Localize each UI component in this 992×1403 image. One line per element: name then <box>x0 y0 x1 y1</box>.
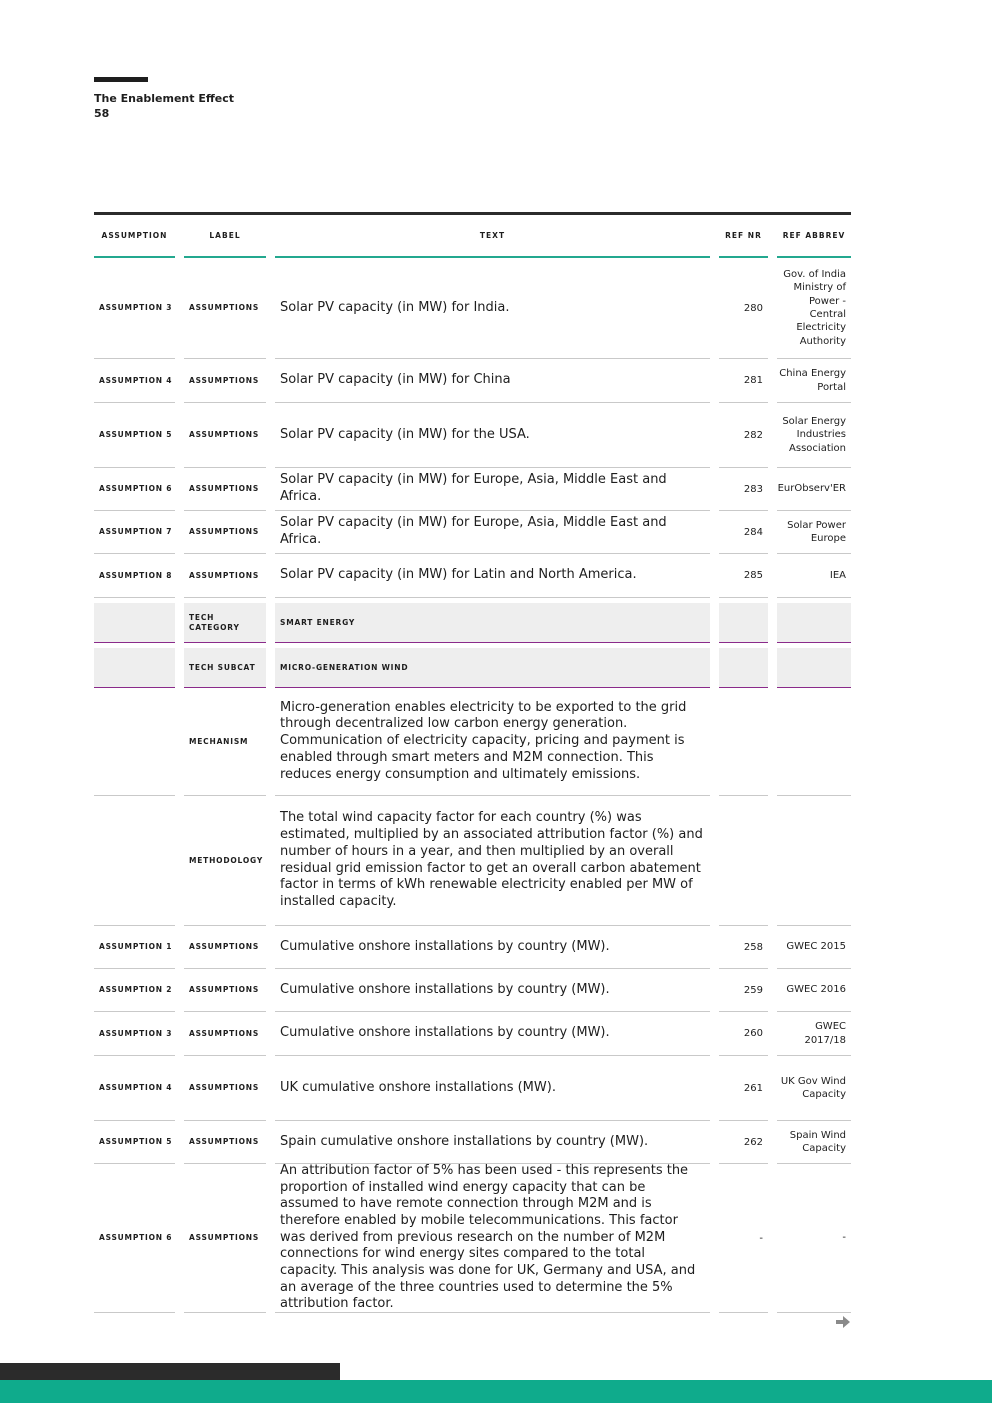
column-header-text: TEXT <box>275 215 710 258</box>
table-row <box>94 1164 851 1313</box>
text-cell: Spain cumulative onshore installations by country (MW). <box>275 1121 710 1164</box>
assumption-cell: ASSUMPTION 3 <box>94 1012 175 1056</box>
empty-cell <box>719 688 768 796</box>
assumption-cell: ASSUMPTION 4 <box>94 1056 175 1121</box>
assumptions-table <box>94 212 851 1313</box>
label-cell: ASSUMPTIONS <box>184 1164 266 1313</box>
table-row <box>94 511 851 554</box>
text-cell: Solar PV capacity (in MW) for Europe, Asia, Middle East and Africa. <box>275 468 710 511</box>
ref-abbrev-cell: Solar Energy Industries Association <box>777 403 851 468</box>
table-row <box>94 403 851 468</box>
text-cell: Solar PV capacity (in MW) for China <box>275 359 710 403</box>
footer-accent-bar <box>0 1380 992 1403</box>
ref-abbrev-cell: China Energy Portal <box>777 359 851 403</box>
column-header-ref-nr: REF NR <box>719 215 768 258</box>
table-row <box>94 926 851 969</box>
methodology-text: The total wind capacity factor for each country (%) was estimated, multiplied by an associated attribution factor (%) and number of hours in a year, and then multiplied by an overall residual grid emission factor to get an overall carbon abatement factor in terms of kWh renewable electricity enabled per MW of installed capacity. <box>275 796 710 926</box>
ref-nr-cell: 259 <box>719 969 768 1012</box>
tech-subcat-label: TECH SUBCAT <box>184 648 266 688</box>
text-cell: Cumulative onshore installations by country (MW). <box>275 969 710 1012</box>
ref-nr-cell: 284 <box>719 511 768 554</box>
table-row <box>94 1012 851 1056</box>
text-cell: Cumulative onshore installations by country (MW). <box>275 1012 710 1056</box>
text-cell: Solar PV capacity (in MW) for the USA. <box>275 403 710 468</box>
mechanism-label: MECHANISM <box>184 688 266 796</box>
empty-cell <box>94 688 175 796</box>
text-cell: Solar PV capacity (in MW) for Europe, Asia, Middle East and Africa. <box>275 511 710 554</box>
ref-abbrev-cell: GWEC 2016 <box>777 969 851 1012</box>
label-cell: ASSUMPTIONS <box>184 1056 266 1121</box>
assumption-cell: ASSUMPTION 5 <box>94 403 175 468</box>
label-cell: ASSUMPTIONS <box>184 511 266 554</box>
column-header-assumption: ASSUMPTION <box>94 215 175 258</box>
ref-abbrev-cell: GWEC 2015 <box>777 926 851 969</box>
empty-cell <box>94 796 175 926</box>
label-cell: ASSUMPTIONS <box>184 403 266 468</box>
ref-nr-cell: 283 <box>719 468 768 511</box>
column-header-label: LABEL <box>184 215 266 258</box>
ref-nr-cell: 261 <box>719 1056 768 1121</box>
text-cell: An attribution factor of 5% has been used - this represents the proportion of installed wind energy capacity that can be assumed to have remote connection through M2M and is therefore enabled by mobile telecommunications. This factor was derived from previous research on the number of M2M connections for wind energy sites compared to the total capacity. This analysis was done for UK, Germany and USA, and an average of the three countries used to determine the 5% attribution factor. <box>275 1164 710 1313</box>
empty-cell <box>94 603 175 643</box>
ref-abbrev-cell: IEA <box>777 554 851 598</box>
ref-nr-cell: 280 <box>719 258 768 359</box>
label-cell: ASSUMPTIONS <box>184 1121 266 1164</box>
ref-abbrev-cell: Spain Wind Capacity <box>777 1121 851 1164</box>
table-row <box>94 1056 851 1121</box>
ref-abbrev-cell: UK Gov Wind Capacity <box>777 1056 851 1121</box>
empty-cell <box>777 796 851 926</box>
ref-nr-cell: - <box>719 1164 768 1313</box>
ref-nr-cell: 258 <box>719 926 768 969</box>
assumption-cell: ASSUMPTION 5 <box>94 1121 175 1164</box>
tech-subcat-row <box>94 648 851 688</box>
tech-subcat-value: MICRO-GENERATION WIND <box>275 648 710 688</box>
page-number: 58 <box>94 107 110 120</box>
table-row <box>94 468 851 511</box>
ref-abbrev-cell: - <box>777 1164 851 1313</box>
assumption-cell: ASSUMPTION 3 <box>94 258 175 359</box>
assumption-cell: ASSUMPTION 6 <box>94 1164 175 1313</box>
document-title: The Enablement Effect <box>94 92 235 105</box>
ref-nr-cell: 285 <box>719 554 768 598</box>
empty-cell <box>777 603 851 643</box>
mechanism-text: Micro-generation enables electricity to be exported to the grid through decentralized low carbon energy generation. Communication of electricity capacity, pricing and payment is enabled through smart meters and M2M connection. This reduces energy consumption and ultimately emissions. <box>275 688 710 796</box>
assumption-cell: ASSUMPTION 4 <box>94 359 175 403</box>
empty-cell <box>719 648 768 688</box>
table-row <box>94 1121 851 1164</box>
tech-category-label: TECH CATEGORY <box>184 603 266 643</box>
empty-cell <box>94 648 175 688</box>
column-header-ref-abbrev: REF ABBREV <box>777 215 851 258</box>
empty-cell <box>719 603 768 643</box>
methodology-label: METHODOLOGY <box>184 796 266 926</box>
footer-dark-bar <box>0 1363 340 1381</box>
ref-abbrev-cell: Gov. of India Ministry of Power -Central Electricity Authority <box>777 258 851 359</box>
methodology-row <box>94 796 851 926</box>
empty-cell <box>777 688 851 796</box>
label-cell: ASSUMPTIONS <box>184 468 266 511</box>
label-cell: ASSUMPTIONS <box>184 554 266 598</box>
tech-category-row <box>94 603 851 643</box>
ref-abbrev-cell: EurObserv'ER <box>777 468 851 511</box>
empty-cell <box>719 796 768 926</box>
table-header-row <box>94 215 851 258</box>
assumption-cell: ASSUMPTION 8 <box>94 554 175 598</box>
empty-cell <box>777 648 851 688</box>
label-cell: ASSUMPTIONS <box>184 969 266 1012</box>
text-cell: Solar PV capacity (in MW) for India. <box>275 258 710 359</box>
mechanism-row <box>94 688 851 796</box>
ref-nr-cell: 260 <box>719 1012 768 1056</box>
assumption-cell: ASSUMPTION 2 <box>94 969 175 1012</box>
ref-nr-cell: 262 <box>719 1121 768 1164</box>
tech-category-value: SMART ENERGY <box>275 603 710 643</box>
ref-nr-cell: 282 <box>719 403 768 468</box>
label-cell: ASSUMPTIONS <box>184 1012 266 1056</box>
assumption-cell: ASSUMPTION 1 <box>94 926 175 969</box>
header-rule <box>94 77 148 82</box>
ref-abbrev-cell: Solar Power Europe <box>777 511 851 554</box>
label-cell: ASSUMPTIONS <box>184 926 266 969</box>
text-cell: Solar PV capacity (in MW) for Latin and North America. <box>275 554 710 598</box>
assumption-cell: ASSUMPTION 6 <box>94 468 175 511</box>
label-cell: ASSUMPTIONS <box>184 359 266 403</box>
label-cell: ASSUMPTIONS <box>184 258 266 359</box>
table-row <box>94 258 851 359</box>
arrow-right-icon[interactable] <box>834 1313 852 1331</box>
assumption-cell: ASSUMPTION 7 <box>94 511 175 554</box>
ref-nr-cell: 281 <box>719 359 768 403</box>
text-cell: Cumulative onshore installations by country (MW). <box>275 926 710 969</box>
text-cell: UK cumulative onshore installations (MW). <box>275 1056 710 1121</box>
ref-abbrev-cell: GWEC 2017/18 <box>777 1012 851 1056</box>
table-row <box>94 969 851 1012</box>
table-row <box>94 359 851 403</box>
table-row <box>94 554 851 598</box>
